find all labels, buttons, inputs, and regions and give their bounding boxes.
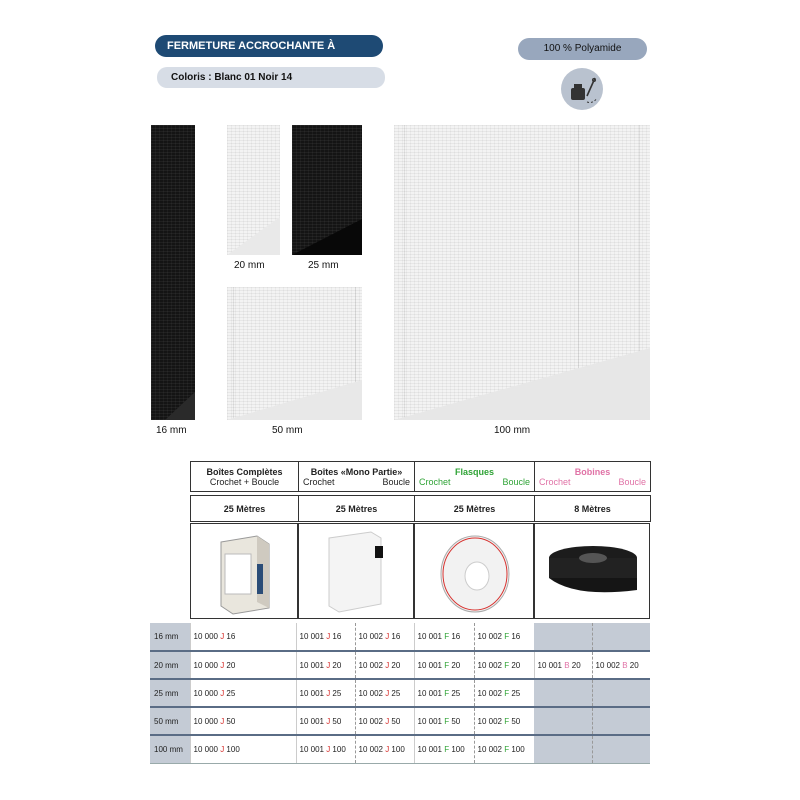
table-row xyxy=(150,651,650,679)
ref-mono-crochet: 10 001 J 16 xyxy=(296,623,355,651)
ref-flasque-crochet: 10 001 F 25 xyxy=(414,679,474,707)
pack-bobines-title: Bobines xyxy=(574,466,611,477)
pack-mono-sub-a: Crochet xyxy=(303,476,335,487)
ref-mono-crochet: 10 001 J 100 xyxy=(296,735,355,763)
ref-bobine-boucle xyxy=(592,735,650,763)
pack-flasques-title: Flasques xyxy=(454,466,494,477)
pack-bobines-length: 8 Mètres xyxy=(535,496,651,522)
swatch-100mm-white xyxy=(394,125,650,420)
swatch-25mm-black xyxy=(292,125,362,255)
swatch-label-50mm: 50 mm xyxy=(272,425,303,436)
ref-complete: 10 000 J 50 xyxy=(190,707,296,735)
ref-size: 20 mm xyxy=(150,651,190,679)
ref-flasque-boucle: 10 002 F 50 xyxy=(474,707,534,735)
pack-complete-length: 25 Mètres xyxy=(191,496,299,522)
photo-complete-box xyxy=(190,523,298,619)
table-row xyxy=(150,707,650,735)
ref-bobine-boucle: 10 002 B 20 xyxy=(592,651,650,679)
ref-mono-crochet: 10 001 J 50 xyxy=(296,707,355,735)
ref-bobine-crochet: 10 001 B 20 xyxy=(534,651,592,679)
colors-label: Coloris : Blanc 01 Noir 14 xyxy=(157,67,385,88)
swatch-50mm-white xyxy=(227,287,362,420)
swatch-label-16mm: 16 mm xyxy=(156,425,187,436)
ref-size: 16 mm xyxy=(150,623,190,651)
ref-complete: 10 000 J 16 xyxy=(190,623,296,651)
table-row xyxy=(150,679,650,707)
ref-mono-crochet: 10 001 J 20 xyxy=(296,651,355,679)
ref-flasque-boucle: 10 002 F 100 xyxy=(474,735,534,763)
packaging-table xyxy=(190,461,651,522)
pack-flasques xyxy=(415,462,535,492)
ref-flasque-crochet: 10 001 F 50 xyxy=(414,707,474,735)
pack-bobines-sub-a: Crochet xyxy=(539,476,571,487)
ref-size: 100 mm xyxy=(150,735,190,763)
ref-size: 50 mm xyxy=(150,707,190,735)
ref-flasque-crochet: 10 001 F 16 xyxy=(414,623,474,651)
ref-mono-boucle: 10 002 J 25 xyxy=(355,679,414,707)
ref-bobine-boucle xyxy=(592,679,650,707)
reference-table xyxy=(150,623,650,764)
photo-flasque-reel xyxy=(414,523,534,619)
ref-complete: 10 000 J 20 xyxy=(190,651,296,679)
ref-bobine-crochet xyxy=(534,735,592,763)
ref-mono-boucle: 10 002 J 100 xyxy=(355,735,414,763)
table-row xyxy=(150,623,650,651)
ref-mono-boucle: 10 002 J 50 xyxy=(355,707,414,735)
ref-mono-boucle: 10 002 J 16 xyxy=(355,623,414,651)
pack-mono-title: Boîtes «Mono Partie» xyxy=(310,466,403,477)
table-row xyxy=(150,735,650,763)
pack-flasques-length: 25 Mètres xyxy=(415,496,535,522)
pack-complete-title: Boîtes Complètes xyxy=(206,466,283,477)
swatch-label-20mm: 20 mm xyxy=(234,260,265,271)
swatch-16mm-black xyxy=(151,125,195,420)
swatch-20mm-white xyxy=(227,125,280,255)
photo-mono-box xyxy=(298,523,414,619)
ref-flasque-boucle: 10 002 F 20 xyxy=(474,651,534,679)
pack-complete-sub: Crochet + Boucle xyxy=(209,476,280,487)
pack-mono-length: 25 Mètres xyxy=(299,496,415,522)
ref-flasque-boucle: 10 002 F 25 xyxy=(474,679,534,707)
ref-flasque-boucle: 10 002 F 16 xyxy=(474,623,534,651)
ref-mono-boucle: 10 002 J 20 xyxy=(355,651,414,679)
photo-bobine-roll xyxy=(534,523,650,619)
pack-flasques-sub-a: Crochet xyxy=(419,476,451,487)
pack-complete xyxy=(191,462,299,492)
pack-mono-sub-b: Boucle xyxy=(382,476,410,487)
ref-bobine-crochet xyxy=(534,707,592,735)
sewing-machine-icon xyxy=(561,68,603,110)
pack-bobines-sub-b: Boucle xyxy=(618,476,646,487)
ref-mono-crochet: 10 001 J 25 xyxy=(296,679,355,707)
document-title: FERMETURE ACCROCHANTE À xyxy=(155,35,383,57)
ref-bobine-crochet xyxy=(534,623,592,651)
ref-bobine-crochet xyxy=(534,679,592,707)
pack-mono xyxy=(299,462,415,492)
ref-size: 25 mm xyxy=(150,679,190,707)
pack-bobines xyxy=(535,462,651,492)
ref-flasque-crochet: 10 001 F 20 xyxy=(414,651,474,679)
ref-flasque-crochet: 10 001 F 100 xyxy=(414,735,474,763)
swatch-label-25mm: 25 mm xyxy=(308,260,339,271)
ref-bobine-boucle xyxy=(592,623,650,651)
ref-complete: 10 000 J 25 xyxy=(190,679,296,707)
swatch-label-100mm: 100 mm xyxy=(494,425,531,436)
ref-bobine-boucle xyxy=(592,707,650,735)
pack-flasques-sub-b: Boucle xyxy=(502,476,530,487)
material-badge: 100 % Polyamide xyxy=(518,38,647,60)
ref-complete: 10 000 J 100 xyxy=(190,735,296,763)
